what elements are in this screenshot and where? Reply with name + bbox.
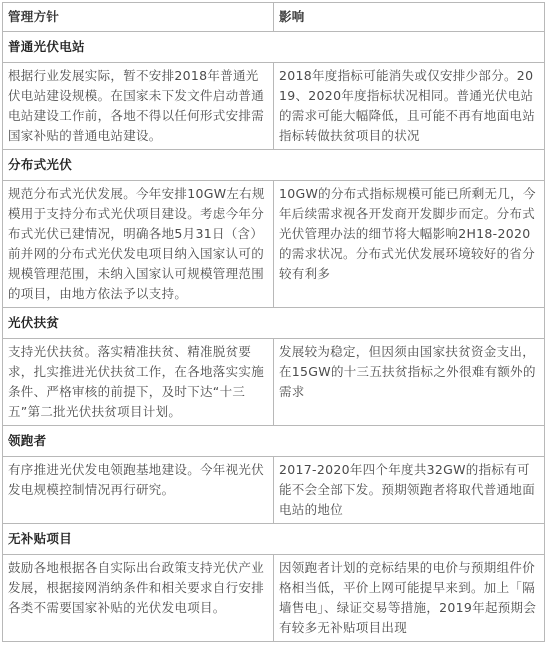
header-impact: 影响	[274, 3, 545, 32]
policy-cell-pv-poverty: 支持光伏扶贫。落实精准扶贫、精准脱贫要求，扎实推进光伏扶贫工作，在各地落实实施条件、严格审核的前提下，及时下达“十三五”第二批光伏扶贫项目计划。	[3, 339, 274, 426]
table-header-row	[3, 3, 545, 32]
section-title-utility-pv: 普通光伏电站	[3, 32, 545, 63]
section-title-row	[3, 32, 545, 63]
section-title-row	[3, 524, 545, 555]
section-title-pv-poverty: 光伏扶贫	[3, 308, 545, 339]
impact-cell-top-runner: 2017-2020年四个年度共32GW的指标有可能不会全部下发。预期领跑者将取代普通地面电站的地位	[274, 457, 545, 524]
impact-cell-pv-poverty: 发展较为稳定，但因须由国家扶贫资金支出，在15GW的十三五扶贫指标之外很难有额外的需求	[274, 339, 545, 426]
table-row	[3, 181, 545, 308]
table-row	[3, 555, 545, 642]
policy-cell-utility-pv: 根据行业发展实际，暂不安排2018年普通光伏电站建设规模。在国家未下发文件启动普通电站建设工作前，各地不得以任何形式安排需国家补贴的普通电站建设。	[3, 63, 274, 150]
section-title-row	[3, 150, 545, 181]
table-row	[3, 457, 545, 524]
table-row	[3, 339, 545, 426]
table-row	[3, 63, 545, 150]
section-title-top-runner: 领跑者	[3, 426, 545, 457]
section-title-distributed-pv: 分布式光伏	[3, 150, 545, 181]
section-title-row	[3, 308, 545, 339]
policy-impact-table	[2, 2, 545, 642]
section-title-no-subsidy: 无补贴项目	[3, 524, 545, 555]
header-policy: 管理方针	[3, 3, 274, 32]
policy-cell-distributed-pv: 规范分布式光伏发展。今年安排10GW左右规模用于支持分布式光伏项目建设。考虑今年分布式光伏已建情况，明确各地5月31日（含）前并网的分布式光伏发电项目纳入国家认可的规模管理范围，未纳入国家认可规模管理范围的项目，由地方依法予以支持。	[3, 181, 274, 308]
impact-cell-no-subsidy: 因领跑者计划的竞标结果的电价与预期组件价格相当低，平价上网可能提早来到。加上「隔墙售电」、绿证交易等措施，2019年起预期会有较多无补贴项目出现	[274, 555, 545, 642]
section-title-row	[3, 426, 545, 457]
impact-cell-distributed-pv: 10GW的分布式指标规模可能已所剩无几，今年后续需求视各开发商开发脚步而定。分布式光伏管理办法的细节将大幅影响2H18-2020的需求状况。分布式光伏发展环境较好的省分较有利多	[274, 181, 545, 308]
impact-cell-utility-pv: 2018年度指标可能消失或仅安排少部分。2019、2020年度指标状况相同。普通光伏电站的需求可能大幅降低，且可能不再有地面电站指标转做扶贫项目的状况	[274, 63, 545, 150]
policy-cell-no-subsidy: 鼓励各地根据各自实际出台政策支持光伏产业发展，根据接网消纳条件和相关要求自行安排各类不需要国家补贴的光伏发电项目。	[3, 555, 274, 642]
policy-cell-top-runner: 有序推进光伏发电领跑基地建设。今年视光伏发电规模控制情况再行研究。	[3, 457, 274, 524]
